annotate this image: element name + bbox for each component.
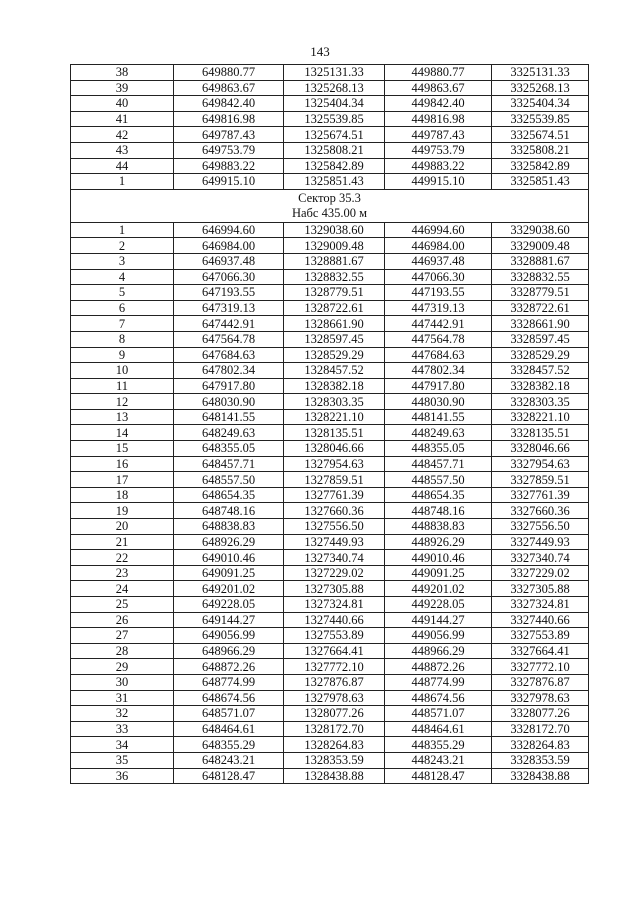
- y1-coordinate-cell: 1328382.18: [284, 378, 385, 394]
- x1-coordinate-cell: 647917.80: [174, 378, 284, 394]
- table-row: [71, 158, 589, 174]
- y2-coordinate-cell: 3327978.63: [492, 690, 589, 706]
- x1-coordinate-cell: 648355.05: [174, 441, 284, 457]
- y2-coordinate-cell: 3328779.51: [492, 285, 589, 301]
- section-header-group: [71, 189, 589, 222]
- point-number-cell: 44: [71, 158, 174, 174]
- y1-coordinate-cell: 1327324.81: [284, 597, 385, 613]
- x1-coordinate-cell: 649201.02: [174, 581, 284, 597]
- x1-coordinate-cell: 648457.71: [174, 456, 284, 472]
- y2-coordinate-cell: 3325539.85: [492, 111, 589, 127]
- y1-coordinate-cell: 1327772.10: [284, 659, 385, 675]
- point-number-cell: 18: [71, 487, 174, 503]
- point-number-cell: 1: [71, 174, 174, 190]
- y1-coordinate-cell: 1327305.88: [284, 581, 385, 597]
- x1-coordinate-cell: 648674.56: [174, 690, 284, 706]
- x2-coordinate-cell: 448654.35: [385, 487, 492, 503]
- x2-coordinate-cell: 449880.77: [385, 65, 492, 81]
- x2-coordinate-cell: 448966.29: [385, 643, 492, 659]
- point-number-cell: 34: [71, 737, 174, 753]
- y2-coordinate-cell: 3329038.60: [492, 222, 589, 238]
- table-row: [71, 222, 589, 238]
- x1-coordinate-cell: 648966.29: [174, 643, 284, 659]
- x2-coordinate-cell: 448926.29: [385, 534, 492, 550]
- y1-coordinate-cell: 1327556.50: [284, 519, 385, 535]
- table-row: [71, 441, 589, 457]
- x2-coordinate-cell: 448748.16: [385, 503, 492, 519]
- y2-coordinate-cell: 3327340.74: [492, 550, 589, 566]
- table-row: [71, 737, 589, 753]
- y2-coordinate-cell: 3325268.13: [492, 80, 589, 96]
- y1-coordinate-cell: 1328881.67: [284, 253, 385, 269]
- point-number-cell: 33: [71, 721, 174, 737]
- x2-coordinate-cell: 448557.50: [385, 472, 492, 488]
- point-number-cell: 11: [71, 378, 174, 394]
- table-row: [71, 628, 589, 644]
- x2-coordinate-cell: 446984.00: [385, 238, 492, 254]
- y2-coordinate-cell: 3328881.67: [492, 253, 589, 269]
- y1-coordinate-cell: 1328172.70: [284, 721, 385, 737]
- coordinates-table: [70, 64, 589, 784]
- y2-coordinate-cell: 3328722.61: [492, 300, 589, 316]
- point-number-cell: 2: [71, 238, 174, 254]
- y1-coordinate-cell: 1328457.52: [284, 363, 385, 379]
- y1-coordinate-cell: 1328661.90: [284, 316, 385, 332]
- table-row: [71, 425, 589, 441]
- x2-coordinate-cell: 447066.30: [385, 269, 492, 285]
- point-number-cell: 5: [71, 285, 174, 301]
- x2-coordinate-cell: 448774.99: [385, 674, 492, 690]
- y2-coordinate-cell: 3325842.89: [492, 158, 589, 174]
- point-number-cell: 39: [71, 80, 174, 96]
- x2-coordinate-cell: 449883.22: [385, 158, 492, 174]
- y2-coordinate-cell: 3328457.52: [492, 363, 589, 379]
- table-row: [71, 752, 589, 768]
- table-row: [71, 643, 589, 659]
- point-number-cell: 13: [71, 409, 174, 425]
- point-number-cell: 24: [71, 581, 174, 597]
- x2-coordinate-cell: 449056.99: [385, 628, 492, 644]
- y2-coordinate-cell: 3327440.66: [492, 612, 589, 628]
- y1-coordinate-cell: 1327954.63: [284, 456, 385, 472]
- x1-coordinate-cell: 649144.27: [174, 612, 284, 628]
- table-row: [71, 363, 589, 379]
- y2-coordinate-cell: 3325131.33: [492, 65, 589, 81]
- x1-coordinate-cell: 648571.07: [174, 706, 284, 722]
- y2-coordinate-cell: 3328172.70: [492, 721, 589, 737]
- x1-coordinate-cell: 646937.48: [174, 253, 284, 269]
- table-row: [71, 503, 589, 519]
- x2-coordinate-cell: 449144.27: [385, 612, 492, 628]
- point-number-cell: 28: [71, 643, 174, 659]
- y1-coordinate-cell: 1327876.87: [284, 674, 385, 690]
- y2-coordinate-cell: 3327664.41: [492, 643, 589, 659]
- x1-coordinate-cell: 649842.40: [174, 96, 284, 112]
- x1-coordinate-cell: 649228.05: [174, 597, 284, 613]
- y1-coordinate-cell: 1328077.26: [284, 706, 385, 722]
- point-number-cell: 30: [71, 674, 174, 690]
- table-row: [71, 706, 589, 722]
- table-row: [71, 409, 589, 425]
- x1-coordinate-cell: 649753.79: [174, 142, 284, 158]
- y1-coordinate-cell: 1328046.66: [284, 441, 385, 457]
- x2-coordinate-cell: 447319.13: [385, 300, 492, 316]
- point-number-cell: 10: [71, 363, 174, 379]
- x1-coordinate-cell: 646994.60: [174, 222, 284, 238]
- table-row: [71, 721, 589, 737]
- y2-coordinate-cell: 3327772.10: [492, 659, 589, 675]
- point-number-cell: 6: [71, 300, 174, 316]
- point-number-cell: 22: [71, 550, 174, 566]
- x2-coordinate-cell: 447802.34: [385, 363, 492, 379]
- x1-coordinate-cell: 648464.61: [174, 721, 284, 737]
- table-row: [71, 347, 589, 363]
- y2-coordinate-cell: 3329009.48: [492, 238, 589, 254]
- y1-coordinate-cell: 1327664.41: [284, 643, 385, 659]
- point-number-cell: 27: [71, 628, 174, 644]
- point-number-cell: 17: [71, 472, 174, 488]
- x1-coordinate-cell: 649863.67: [174, 80, 284, 96]
- x1-coordinate-cell: 647193.55: [174, 285, 284, 301]
- y1-coordinate-cell: 1327859.51: [284, 472, 385, 488]
- table-row: [71, 394, 589, 410]
- y2-coordinate-cell: 3328382.18: [492, 378, 589, 394]
- point-number-cell: 40: [71, 96, 174, 112]
- x1-coordinate-cell: 649880.77: [174, 65, 284, 81]
- y2-coordinate-cell: 3328353.59: [492, 752, 589, 768]
- y1-coordinate-cell: 1327229.02: [284, 565, 385, 581]
- x2-coordinate-cell: 448128.47: [385, 768, 492, 784]
- x1-coordinate-cell: 648355.29: [174, 737, 284, 753]
- section-header-cell: [71, 189, 589, 222]
- table-row: [71, 331, 589, 347]
- x1-coordinate-cell: 647564.78: [174, 331, 284, 347]
- point-number-cell: 25: [71, 597, 174, 613]
- y1-coordinate-cell: 1325404.34: [284, 96, 385, 112]
- section-header-row: [71, 189, 589, 222]
- x2-coordinate-cell: 448872.26: [385, 659, 492, 675]
- y1-coordinate-cell: 1325539.85: [284, 111, 385, 127]
- x1-coordinate-cell: 648243.21: [174, 752, 284, 768]
- x1-coordinate-cell: 648030.90: [174, 394, 284, 410]
- point-number-cell: 19: [71, 503, 174, 519]
- table-row: [71, 378, 589, 394]
- x2-coordinate-cell: 448243.21: [385, 752, 492, 768]
- point-number-cell: 9: [71, 347, 174, 363]
- y2-coordinate-cell: 3327324.81: [492, 597, 589, 613]
- table-row: [71, 285, 589, 301]
- y2-coordinate-cell: 3325674.51: [492, 127, 589, 143]
- x2-coordinate-cell: 448249.63: [385, 425, 492, 441]
- y1-coordinate-cell: 1328438.88: [284, 768, 385, 784]
- x2-coordinate-cell: 449842.40: [385, 96, 492, 112]
- table-row: [71, 487, 589, 503]
- x1-coordinate-cell: 647066.30: [174, 269, 284, 285]
- table-row: [71, 300, 589, 316]
- y1-coordinate-cell: 1328221.10: [284, 409, 385, 425]
- y1-coordinate-cell: 1325674.51: [284, 127, 385, 143]
- point-number-cell: 14: [71, 425, 174, 441]
- point-number-cell: 36: [71, 768, 174, 784]
- x1-coordinate-cell: 649091.25: [174, 565, 284, 581]
- x2-coordinate-cell: 449201.02: [385, 581, 492, 597]
- table-row: [71, 65, 589, 81]
- x1-coordinate-cell: 649883.22: [174, 158, 284, 174]
- x2-coordinate-cell: 448141.55: [385, 409, 492, 425]
- point-number-cell: 43: [71, 142, 174, 158]
- x2-coordinate-cell: 449753.79: [385, 142, 492, 158]
- x2-coordinate-cell: 447564.78: [385, 331, 492, 347]
- y1-coordinate-cell: 1325131.33: [284, 65, 385, 81]
- point-number-cell: 12: [71, 394, 174, 410]
- point-number-cell: 15: [71, 441, 174, 457]
- section-title: Сектор 35.3: [298, 190, 361, 205]
- x1-coordinate-cell: 648872.26: [174, 659, 284, 675]
- y1-coordinate-cell: 1328353.59: [284, 752, 385, 768]
- point-number-cell: 29: [71, 659, 174, 675]
- table-row: [71, 316, 589, 332]
- x1-coordinate-cell: 649056.99: [174, 628, 284, 644]
- y2-coordinate-cell: 3325851.43: [492, 174, 589, 190]
- x2-coordinate-cell: 448571.07: [385, 706, 492, 722]
- x1-coordinate-cell: 648654.35: [174, 487, 284, 503]
- y2-coordinate-cell: 3325808.21: [492, 142, 589, 158]
- table-row: [71, 612, 589, 628]
- table-row: [71, 550, 589, 566]
- point-number-cell: 32: [71, 706, 174, 722]
- table-row: [71, 111, 589, 127]
- table-row: [71, 238, 589, 254]
- y1-coordinate-cell: 1325808.21: [284, 142, 385, 158]
- x1-coordinate-cell: 648128.47: [174, 768, 284, 784]
- table-row: [71, 690, 589, 706]
- x2-coordinate-cell: 446994.60: [385, 222, 492, 238]
- x2-coordinate-cell: 448838.83: [385, 519, 492, 535]
- x2-coordinate-cell: 448355.29: [385, 737, 492, 753]
- y1-coordinate-cell: 1328779.51: [284, 285, 385, 301]
- y2-coordinate-cell: 3328832.55: [492, 269, 589, 285]
- x1-coordinate-cell: 648838.83: [174, 519, 284, 535]
- y1-coordinate-cell: 1328264.83: [284, 737, 385, 753]
- x1-coordinate-cell: 649787.43: [174, 127, 284, 143]
- y2-coordinate-cell: 3328077.26: [492, 706, 589, 722]
- x2-coordinate-cell: 448030.90: [385, 394, 492, 410]
- point-number-cell: 7: [71, 316, 174, 332]
- y2-coordinate-cell: 3327954.63: [492, 456, 589, 472]
- x2-coordinate-cell: 446937.48: [385, 253, 492, 269]
- table-row: [71, 659, 589, 675]
- y1-coordinate-cell: 1325842.89: [284, 158, 385, 174]
- x1-coordinate-cell: 646984.00: [174, 238, 284, 254]
- x2-coordinate-cell: 449863.67: [385, 80, 492, 96]
- y2-coordinate-cell: 3328438.88: [492, 768, 589, 784]
- point-number-cell: 21: [71, 534, 174, 550]
- y2-coordinate-cell: 3328303.35: [492, 394, 589, 410]
- page-number: 143: [310, 44, 330, 59]
- y2-coordinate-cell: 3327761.39: [492, 487, 589, 503]
- x1-coordinate-cell: 648748.16: [174, 503, 284, 519]
- table-row: [71, 127, 589, 143]
- y2-coordinate-cell: 3327556.50: [492, 519, 589, 535]
- x1-coordinate-cell: 647802.34: [174, 363, 284, 379]
- x2-coordinate-cell: 449091.25: [385, 565, 492, 581]
- y1-coordinate-cell: 1328597.45: [284, 331, 385, 347]
- table-row: [71, 472, 589, 488]
- y1-coordinate-cell: 1327761.39: [284, 487, 385, 503]
- y2-coordinate-cell: 3328529.29: [492, 347, 589, 363]
- table-body-after-section: [71, 222, 589, 783]
- table-row: [71, 581, 589, 597]
- x1-coordinate-cell: 647319.13: [174, 300, 284, 316]
- y1-coordinate-cell: 1327440.66: [284, 612, 385, 628]
- point-number-cell: 31: [71, 690, 174, 706]
- y1-coordinate-cell: 1327340.74: [284, 550, 385, 566]
- point-number-cell: 26: [71, 612, 174, 628]
- x2-coordinate-cell: 448464.61: [385, 721, 492, 737]
- y2-coordinate-cell: 3327229.02: [492, 565, 589, 581]
- y2-coordinate-cell: 3327660.36: [492, 503, 589, 519]
- y2-coordinate-cell: 3327859.51: [492, 472, 589, 488]
- x2-coordinate-cell: 447684.63: [385, 347, 492, 363]
- y2-coordinate-cell: 3325404.34: [492, 96, 589, 112]
- y1-coordinate-cell: 1325268.13: [284, 80, 385, 96]
- y2-coordinate-cell: 3327305.88: [492, 581, 589, 597]
- x2-coordinate-cell: 449787.43: [385, 127, 492, 143]
- point-number-cell: 4: [71, 269, 174, 285]
- section-subtitle: Набс 435.00 м: [291, 205, 368, 220]
- x2-coordinate-cell: 449010.46: [385, 550, 492, 566]
- table-row: [71, 565, 589, 581]
- y2-coordinate-cell: 3327449.93: [492, 534, 589, 550]
- point-number-cell: 38: [71, 65, 174, 81]
- table-row: [71, 269, 589, 285]
- table-row: [71, 142, 589, 158]
- y1-coordinate-cell: 1328529.29: [284, 347, 385, 363]
- y1-coordinate-cell: 1327553.89: [284, 628, 385, 644]
- point-number-cell: 23: [71, 565, 174, 581]
- point-number-cell: 20: [71, 519, 174, 535]
- y2-coordinate-cell: 3328597.45: [492, 331, 589, 347]
- table-row: [71, 534, 589, 550]
- y2-coordinate-cell: 3328135.51: [492, 425, 589, 441]
- x2-coordinate-cell: 449915.10: [385, 174, 492, 190]
- y2-coordinate-cell: 3328221.10: [492, 409, 589, 425]
- y1-coordinate-cell: 1328722.61: [284, 300, 385, 316]
- point-number-cell: 8: [71, 331, 174, 347]
- table-row: [71, 674, 589, 690]
- table-row: [71, 597, 589, 613]
- x1-coordinate-cell: 647442.91: [174, 316, 284, 332]
- x2-coordinate-cell: 449816.98: [385, 111, 492, 127]
- x2-coordinate-cell: 447193.55: [385, 285, 492, 301]
- y1-coordinate-cell: 1327660.36: [284, 503, 385, 519]
- point-number-cell: 3: [71, 253, 174, 269]
- x1-coordinate-cell: 649010.46: [174, 550, 284, 566]
- point-number-cell: 35: [71, 752, 174, 768]
- y1-coordinate-cell: 1327978.63: [284, 690, 385, 706]
- x1-coordinate-cell: 648774.99: [174, 674, 284, 690]
- y1-coordinate-cell: 1328303.35: [284, 394, 385, 410]
- table-row: [71, 768, 589, 784]
- point-number-cell: 1: [71, 222, 174, 238]
- y1-coordinate-cell: 1329038.60: [284, 222, 385, 238]
- table-row: [71, 174, 589, 190]
- y2-coordinate-cell: 3327876.87: [492, 674, 589, 690]
- table-row: [71, 253, 589, 269]
- table-body-before-section: [71, 65, 589, 190]
- x2-coordinate-cell: 447917.80: [385, 378, 492, 394]
- y1-coordinate-cell: 1327449.93: [284, 534, 385, 550]
- y2-coordinate-cell: 3328046.66: [492, 441, 589, 457]
- y1-coordinate-cell: 1329009.48: [284, 238, 385, 254]
- x1-coordinate-cell: 648926.29: [174, 534, 284, 550]
- table-row: [71, 80, 589, 96]
- point-number-cell: 16: [71, 456, 174, 472]
- x2-coordinate-cell: 448355.05: [385, 441, 492, 457]
- x1-coordinate-cell: 648557.50: [174, 472, 284, 488]
- x2-coordinate-cell: 449228.05: [385, 597, 492, 613]
- x1-coordinate-cell: 648141.55: [174, 409, 284, 425]
- point-number-cell: 42: [71, 127, 174, 143]
- y1-coordinate-cell: 1328135.51: [284, 425, 385, 441]
- y2-coordinate-cell: 3328661.90: [492, 316, 589, 332]
- x2-coordinate-cell: 448457.71: [385, 456, 492, 472]
- y1-coordinate-cell: 1325851.43: [284, 174, 385, 190]
- x2-coordinate-cell: 447442.91: [385, 316, 492, 332]
- y2-coordinate-cell: 3327553.89: [492, 628, 589, 644]
- x1-coordinate-cell: 647684.63: [174, 347, 284, 363]
- y2-coordinate-cell: 3328264.83: [492, 737, 589, 753]
- y1-coordinate-cell: 1328832.55: [284, 269, 385, 285]
- table-row: [71, 519, 589, 535]
- x1-coordinate-cell: 649915.10: [174, 174, 284, 190]
- x1-coordinate-cell: 649816.98: [174, 111, 284, 127]
- point-number-cell: 41: [71, 111, 174, 127]
- table-row: [71, 96, 589, 112]
- x1-coordinate-cell: 648249.63: [174, 425, 284, 441]
- table-row: [71, 456, 589, 472]
- x2-coordinate-cell: 448674.56: [385, 690, 492, 706]
